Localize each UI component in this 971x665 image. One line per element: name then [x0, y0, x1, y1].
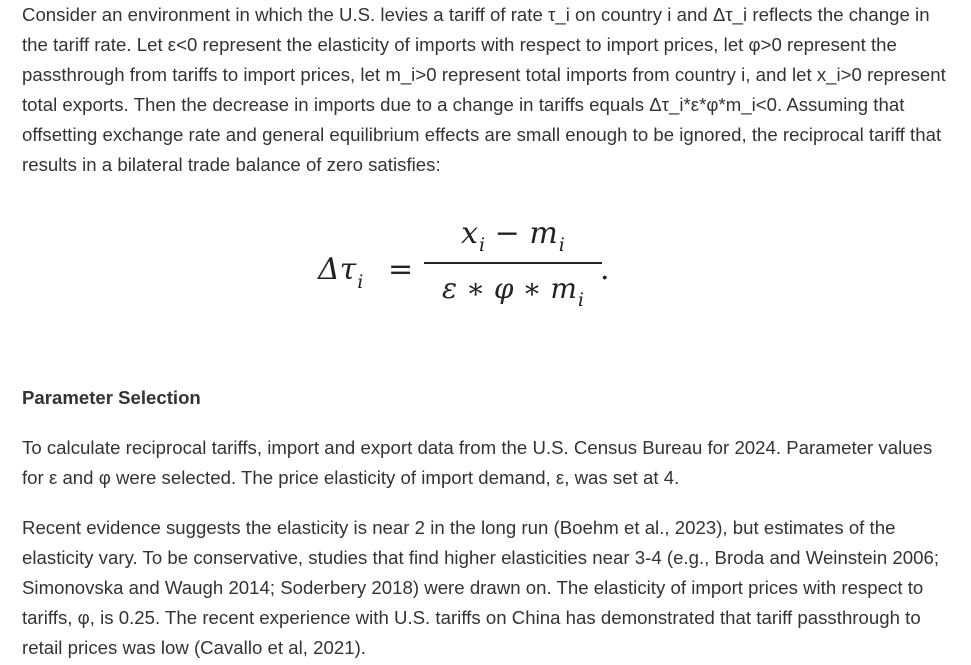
paragraph-elasticity-evidence: Recent evidence suggests the elasticity is near 2 in the long run (Boehm et al., 2023), but estimates of the elasticity vary. To be conservative, studies that find higher elasticities near 3-4 (e.g., Broda and Weinstein 2006; Simonovska and Waugh 2014; Soderbery 2018) were drawn on. The elasticity of import prices with respect to tariffs, φ, is 0.25. The recent experience with U.S. tariffs on China has demonstrated that tariff passthrough to retail prices was low (Cavallo et al, 2021). [22, 517, 940, 658]
formula-lhs [318, 252, 364, 293]
reciprocal-tariff-formula [318, 214, 638, 334]
formula-numerator-x-subscript: i [479, 234, 486, 256]
formula-numerator-minus: − [485, 216, 530, 251]
intro-paragraph: Consider an environment in which the U.S. levies a tariff of rate τ_i on country i and Δτ_i reflects the change in the tariff rate. Let ε<0 represent the elasticity of imports with respect to import prices, let φ>0 represent the passthrough from tariffs to import prices, let m_i>0 represent total imports from country i, and let x_i>0 represent total exports. Then the decrease in imports due to a change in tariffs equals Δτ_i*ε*φ*m_i<0. Assuming that offsetting exchange rate and general equilibrium effects are small enough to be ignored, the reciprocal tariff that results in a bilateral trade balance of zero satisfies: [22, 4, 946, 175]
formula-numerator [424, 214, 602, 260]
formula-lhs-subscript: i [357, 271, 364, 293]
formula-lhs-symbol: Δτ [318, 252, 357, 287]
formula-numerator-x: x [461, 216, 479, 251]
formula-fraction [424, 214, 602, 311]
formula-equals-sign: = [388, 252, 414, 287]
formula-numerator-m-subscript: i [558, 234, 565, 256]
formula-numerator-m: m [529, 216, 558, 251]
formula-denominator [424, 264, 602, 311]
formula-denominator-text: ε ∗ φ ∗ m [442, 272, 577, 305]
paragraph-parameter-values: To calculate reciprocal tariffs, import and export data from the U.S. Census Bureau for 2024. Parameter values for ε and φ were selected. The price elasticity of import demand, ε, was set at 4. [22, 437, 933, 488]
formula-denominator-subscript: i [577, 289, 584, 311]
formula-period: . [600, 252, 610, 287]
section-heading-parameter-selection: Parameter Selection [22, 387, 201, 408]
